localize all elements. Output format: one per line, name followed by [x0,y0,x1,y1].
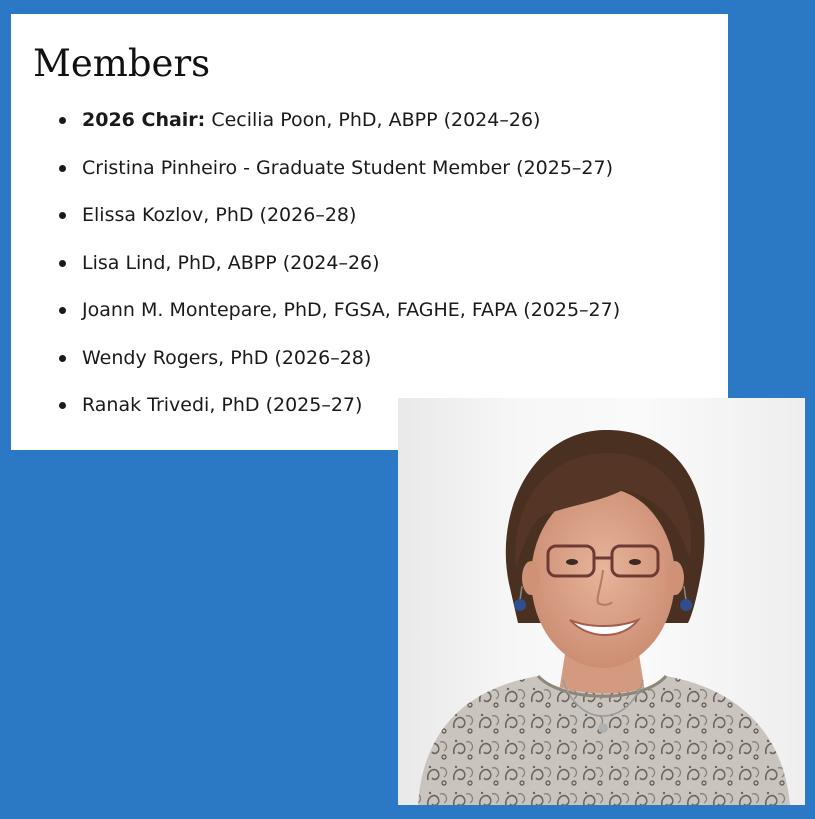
member-name: Lisa Lind, PhD, ABPP (2024–26) [82,251,380,274]
member-role: 2026 Chair: [82,109,206,131]
list-item [82,345,722,393]
list-item [82,107,722,155]
member-name: Cecilia Poon, PhD, ABPP (2024–26) [205,109,541,131]
member-name: Wendy Rogers, PhD (2026–28) [82,346,372,369]
section-title: Members [33,42,211,85]
portrait-illustration [398,398,805,805]
portrait-photo [398,398,805,805]
member-name: Cristina Pinheiro - Graduate Student Member (2025–27) [82,156,614,179]
member-name: Joann M. Montepare, PhD, FGSA, FAGHE, FAPA (2025–27) [82,299,621,321]
members-card [11,14,728,450]
member-name: Elissa Kozlov, PhD (2026–28) [82,204,357,226]
list-item [82,250,722,298]
list-item [82,297,722,345]
member-list [82,107,722,440]
list-item [82,155,722,203]
list-item [82,202,722,250]
member-name: Ranak Trivedi, PhD (2025–27) [82,394,363,416]
